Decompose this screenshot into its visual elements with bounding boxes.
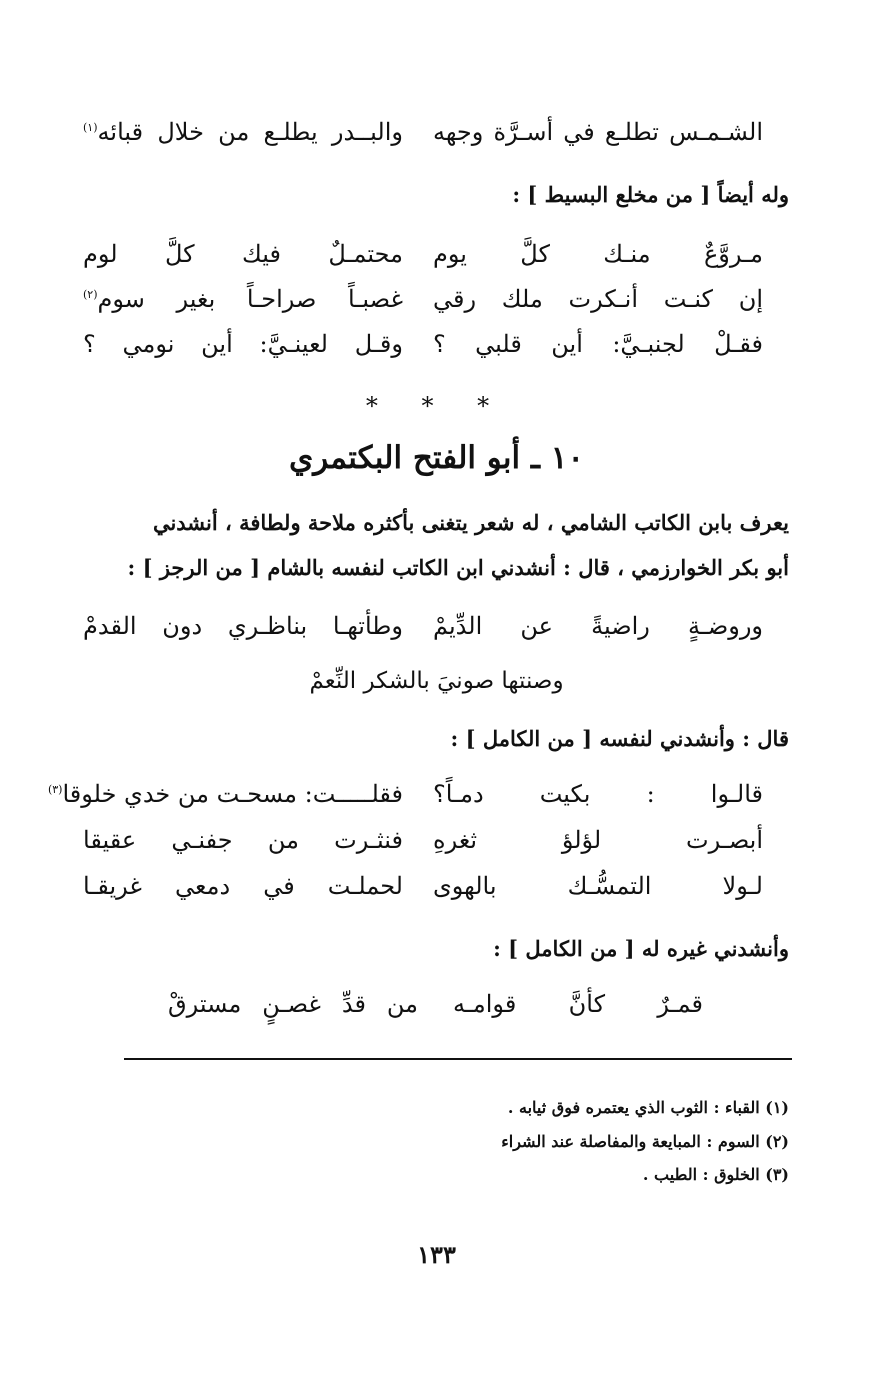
footnote-1: (١) القباء : الثوب الذي يعتمره فوق ثيابه . — [507, 1098, 789, 1117]
verse2-line3-second: وقـل لعينـيَّ: أين نومي ؟ — [83, 330, 403, 358]
verse3-second-line: وصنتها صونيَ بالشكر النِّعمْ — [309, 668, 564, 694]
verse2-line1-second: محتمـلٌ فيك كلَّ لوم — [83, 240, 403, 268]
footnote-2: (٢) السوم : المبايعة والمفاصلة عند الشراء — [501, 1132, 789, 1151]
intro-line-4: قال : وأنشدني لنفسه [ من الكامل ] : — [450, 726, 789, 751]
verse1-second-text: والبــدر يطلـع من خلال قبائه — [97, 118, 403, 146]
verse1-first-hemistich: الشـمـس تطلـع في أسـرَّة وجهه — [433, 118, 763, 146]
section-title: ١٠ ـ أبو الفتح البكتمري — [288, 440, 585, 476]
footnote-mark-2: (٢) — [83, 288, 98, 301]
verse4-line1-second — [47, 780, 403, 808]
footnote-mark-1: (١) — [83, 121, 98, 134]
verse2-line2-first: إن كنـت أنـكرت ملك رقي — [433, 285, 763, 313]
footnote-divider — [124, 1058, 792, 1060]
verse3-second-hemistich: وطأتهـا بناظـري دون القدمْ — [83, 612, 403, 640]
verse2-line2-second — [83, 285, 403, 313]
verse4-line1-first: قالـوا : بكيت دمـاً؟ — [433, 780, 763, 808]
verse2-line3-first: فقـلْ لجنبـيَّ: أين قلبي ؟ — [433, 330, 763, 358]
verse3-first-hemistich: وروضـةٍ راضيةً عن الدِّيمْ — [433, 612, 763, 640]
verse2-line2-second-text: غصبـاً صراحـاً بغير سوم — [97, 285, 403, 313]
verse1-second-hemistich — [83, 118, 403, 146]
verse4-line2-first: أبصـرت لؤلؤ ثغرهِ — [433, 826, 763, 854]
footnote-3: (٣) الخلوق : الطيب . — [642, 1165, 789, 1184]
verse5-second-hemistich: من قدِّ غصـنٍ مسترقْ — [168, 990, 418, 1018]
verse2-line1-first: مـروَّعٌ منـك كلَّ يوم — [433, 240, 763, 268]
paragraph-line-1: يعرف بابن الكاتب الشامي ، له شعر يتغنى بأكثره ملاحة ولطافة ، أنشدني — [152, 510, 789, 535]
section-separator: * * * — [365, 392, 508, 420]
page-number: ١٣٣ — [417, 1240, 456, 1269]
verse4-line1-second-text: فقلـــــت: مسحـت من خدي خلوقا — [62, 780, 403, 808]
paragraph-line-2: أبو بكر الخوارزمي ، قال : أنشدني ابن الكاتب لنفسه بالشام [ من الرجز ] : — [127, 555, 789, 580]
verse5-first-hemistich: قمـرٌ كأنَّ قوامـه — [453, 990, 703, 1018]
verse4-line3-first: لـولا التمسُّـك بالهوى — [433, 872, 763, 900]
intro-line-5: وأنشدني غيره له [ من الكامل ] : — [493, 936, 789, 961]
intro-line-2: وله أيضاً [ من مخلع البسيط ] : — [512, 182, 789, 207]
verse4-line2-second: فنثـرت من جفنـي عقيقا — [83, 826, 403, 854]
footnote-mark-3: (٣) — [47, 783, 63, 796]
verse4-line3-second: لحملـت في دمعي غريقـا — [83, 872, 403, 900]
